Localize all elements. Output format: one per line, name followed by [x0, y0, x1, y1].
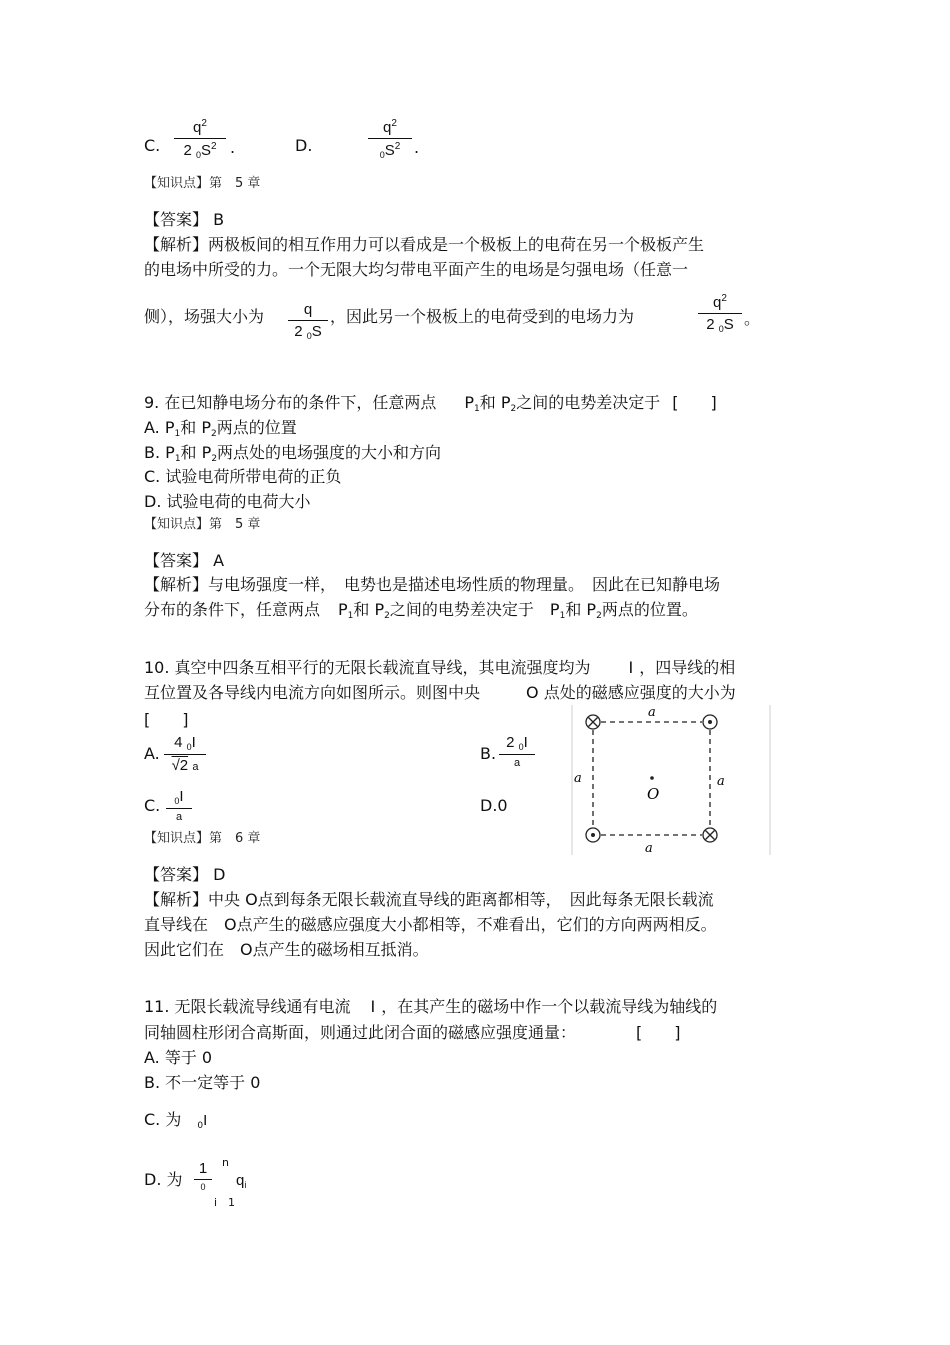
wire-out-of-page-icon: [586, 828, 600, 842]
q9-option-b-p1: P: [165, 443, 175, 462]
q8-force-fraction-den-coef: 2: [706, 316, 715, 333]
q10-option-a-num-sub: 0: [186, 742, 192, 752]
q8-option-c-num: q: [193, 119, 202, 136]
q9-option-b-sub1: 1: [174, 454, 181, 464]
q8-force-fraction-den-s: S: [723, 316, 734, 333]
q10-option-a-den-sqrt: √2: [171, 757, 189, 774]
q9-analysis-sub1: 1: [347, 611, 354, 621]
q11-option-d-sum-bottom: i 1: [214, 1196, 236, 1209]
q8-field-fraction-num: q: [303, 301, 313, 318]
q9-stem-p1: P: [464, 393, 475, 412]
q11-option-d-q-sub: i: [244, 1180, 247, 1190]
center-point-icon: [650, 776, 654, 780]
wire-into-page-icon: [703, 828, 717, 842]
q10-option-b-label: B.: [480, 744, 497, 763]
q8-force-fraction-den-sub: 0: [718, 324, 724, 334]
q11-stem-1c: ，在其产生的磁场中作一个以载流导线为轴线的: [381, 997, 718, 1016]
q9-stem: [144, 393, 717, 419]
fig-center-label: O: [647, 785, 660, 803]
q8-field-fraction-den-sub: 0: [306, 331, 312, 341]
q10-bracket: [ ]: [144, 710, 189, 729]
wire-into-page-icon: [586, 715, 600, 729]
q11-option-d-fraction: [194, 1160, 212, 1192]
q8-option-d-tail: .: [414, 138, 420, 157]
wire-out-of-page-icon: [703, 715, 717, 729]
q10-option-c-fraction: [166, 788, 192, 823]
q10-knowledge-point: 【知识点】第 6 章: [144, 831, 261, 846]
q8-option-d-num-sup: 2: [391, 118, 397, 129]
q9-analysis-and: 和: [353, 600, 370, 619]
q8-option-c-den-sub: 0: [195, 150, 201, 160]
q8-option-c-num-sup: 2: [201, 118, 207, 129]
q10-analysis-line2: 直导线在 O点产生的磁感应强度大小都相等，不难看出，它们的方向两两相反。: [144, 915, 717, 934]
q9-option-b-tail: 两点处的电场强度的大小和方向: [217, 443, 442, 462]
q8-force-fraction-num-sup: 2: [721, 293, 727, 304]
q9-option-a-and: 和: [180, 418, 197, 437]
q9-analysis-2b: 之间的电势差决定于: [389, 600, 534, 619]
q8-analysis-line3b: ，因此另一个极板上的电荷受到的电场力为: [330, 307, 635, 326]
q11-option-d-q-letter: q: [236, 1172, 245, 1189]
q11-option-c-i: I: [203, 1112, 208, 1129]
q9-option-a-p2: P: [201, 418, 211, 437]
q8-option-d-den-sub: 0: [379, 150, 385, 160]
q8-analysis-line3a: 侧），场强大小为: [144, 307, 265, 326]
q9-option-a-p1: P: [164, 418, 175, 437]
q8-option-c-label: C.: [144, 136, 161, 155]
q9-option-a-tail: 两点的位置: [216, 418, 297, 437]
q10-stem-line2: [144, 683, 736, 703]
q9-bracket: [ ]: [672, 393, 717, 412]
q10-wire-square-figure: [571, 705, 771, 855]
q9-option-b: [144, 443, 441, 469]
q11-option-c: [144, 1110, 207, 1136]
q8-analysis-line1: 【解析】两极板间的相互作用力可以看成是一个极板上的电荷在另一个极板产生: [144, 235, 705, 254]
q8-field-fraction-den-coef: 2: [294, 323, 303, 340]
q8-option-c-den-coef: 2: [183, 142, 192, 159]
q9-option-b-p2: P: [201, 443, 212, 462]
q9-analysis-sub4: 2: [596, 611, 602, 621]
q11-option-b: B. 不一定等于 0: [144, 1073, 261, 1092]
q9-option-a: [144, 418, 297, 444]
q11-option-d-num: 1: [198, 1160, 208, 1177]
q9-option-b-and: 和: [180, 443, 197, 462]
q10-answer: 【答案】 D: [144, 865, 226, 884]
q8-option-c-tail: .: [230, 138, 236, 157]
q10-option-b-fraction: [499, 734, 535, 769]
q11-stem-2: 同轴圆柱形闭合高斯面，则通过此闭合面的磁感应强度通量：: [144, 1023, 577, 1042]
q9-analysis-sub2: 2: [384, 611, 390, 621]
q9-option-a-sub2: 2: [211, 429, 217, 439]
q8-option-d-fraction: [368, 118, 412, 160]
q9-analysis-p2: P: [374, 600, 385, 619]
q9-analysis-p1: P: [338, 600, 348, 619]
q10-option-d: D.0: [480, 796, 508, 815]
q8-option-d-den-s: S: [384, 142, 395, 159]
q8-force-fraction: [698, 293, 742, 334]
q8-analysis-line2: 的电场中所受的力。一个无限大均匀带电平面产生的电场是匀强电场（任意一: [144, 260, 689, 279]
q8-option-c-fraction: [174, 118, 226, 160]
q11-stem-line1: [144, 997, 717, 1017]
q9-option-b-sub2: 2: [211, 454, 218, 464]
q9-answer: 【答案】 A: [144, 551, 225, 570]
q9-stem-sub1: 1: [474, 404, 480, 414]
q9-stem-b: 之间的电势差决定于: [516, 393, 661, 412]
q9-analysis-p3: P: [549, 600, 560, 619]
q9-stem-p2: P: [500, 393, 511, 412]
q8-field-fraction-den-s: S: [311, 323, 322, 340]
q10-option-a-den-a: a: [192, 761, 199, 773]
q8-option-d-den-sup: 2: [394, 141, 401, 152]
q9-option-b-label: B.: [144, 443, 161, 462]
q11-option-c-label: C. 为: [144, 1110, 182, 1129]
q10-stem-2c: 点处的磁感应强度的大小为: [543, 683, 736, 702]
fig-side-label-right: a: [717, 774, 725, 789]
q9-knowledge-point: 【知识点】第 5 章: [144, 517, 261, 532]
q10-stem-2b: O: [526, 683, 539, 702]
q11-option-d-label: D. 为: [144, 1170, 183, 1189]
q9-analysis-and2: 和: [565, 600, 582, 619]
q8-force-fraction-num: q: [713, 294, 722, 311]
q10-option-a-fraction: [164, 734, 206, 774]
q10-option-b-num-sub: 0: [518, 742, 524, 752]
q9-stem-and: 和: [479, 393, 496, 412]
q10-option-c-den: a: [175, 811, 183, 823]
q8-field-fraction: [288, 301, 328, 341]
q9-analysis-p4: P: [586, 600, 597, 619]
q10-stem-1b: I: [628, 658, 634, 677]
q11-option-d-q: [236, 1172, 246, 1190]
q8-option-d-num: q: [383, 119, 392, 136]
q8-answer: 【答案】 B: [144, 210, 225, 229]
q9-option-a-label: A.: [144, 418, 160, 437]
q8-option-d-label: D.: [295, 136, 313, 155]
q10-stem-1a: 10. 真空中四条互相平行的无限长载流直导线，其电流强度均为: [144, 658, 591, 677]
q10-option-a-label: A.: [144, 744, 160, 763]
q11-stem-line2: [144, 1023, 681, 1043]
q9-option-a-sub1: 1: [174, 429, 181, 439]
q10-option-a-num-i: I: [191, 734, 196, 751]
q9-option-c: C. 试验电荷所带电荷的正负: [144, 467, 342, 486]
q11-stem-1b: I: [370, 997, 376, 1016]
q10-stem-2a: 互位置及各导线内电流方向如图所示。则图中央: [144, 683, 481, 702]
q8-option-c-den-s: S: [200, 142, 211, 159]
q11-option-d-den-sub: 0: [200, 1182, 206, 1192]
q10-stem-1c: ，四导线的相: [639, 658, 736, 677]
q9-stem-sub2: 2: [510, 404, 517, 414]
fig-side-label-top: a: [648, 705, 656, 720]
q10-option-c-num-sub: 0: [174, 796, 180, 806]
q10-option-a-num-coef: 4: [174, 734, 183, 751]
q10-option-b-den: a: [513, 757, 521, 769]
q10-option-b-num-coef: 2: [506, 734, 515, 751]
q11-option-d-sum-top: n: [222, 1156, 229, 1169]
q9-analysis-2c: 两点的位置。: [601, 600, 698, 619]
q10-option-c-num-i: I: [179, 788, 184, 805]
q11-option-a: A. 等于 0: [144, 1048, 213, 1067]
q9-analysis-sub3: 1: [559, 611, 566, 621]
q11-bracket: [ ]: [636, 1023, 681, 1042]
q8-option-c-den-sup: 2: [210, 141, 217, 152]
q10-option-c-label: C.: [144, 796, 161, 815]
q9-analysis-2a: 分布的条件下，任意两点: [144, 600, 321, 619]
q9-option-d: D. 试验电荷的电荷大小: [144, 492, 311, 511]
fig-side-label-bottom: a: [645, 841, 653, 855]
q9-analysis-line2: [144, 600, 698, 626]
q11-stem-1a: 11. 无限长载流导线通有电流: [144, 997, 351, 1016]
q11-option-c-sub: 0: [197, 1121, 204, 1131]
q10-stem-line1: [144, 658, 735, 678]
q9-stem-a: 9. 在已知静电场分布的条件下，任意两点: [144, 393, 437, 412]
q8-analysis-line3c: 。: [744, 309, 761, 328]
q10-analysis-line1: 【解析】中央 O点到每条无限长载流直导线的距离都相等， 因此每条无限长载流: [144, 890, 714, 909]
q10-option-b-num-i: I: [523, 734, 528, 751]
q10-analysis-line3: 因此它们在 O点产生的磁场相互抵消。: [144, 940, 429, 959]
q8-knowledge-point: 【知识点】第 5 章: [144, 176, 261, 191]
fig-side-label-left: a: [574, 771, 582, 786]
q9-analysis-line1: 【解析】与电场强度一样， 电势也是描述电场性质的物理量。 因此在已知静电场: [144, 575, 721, 594]
